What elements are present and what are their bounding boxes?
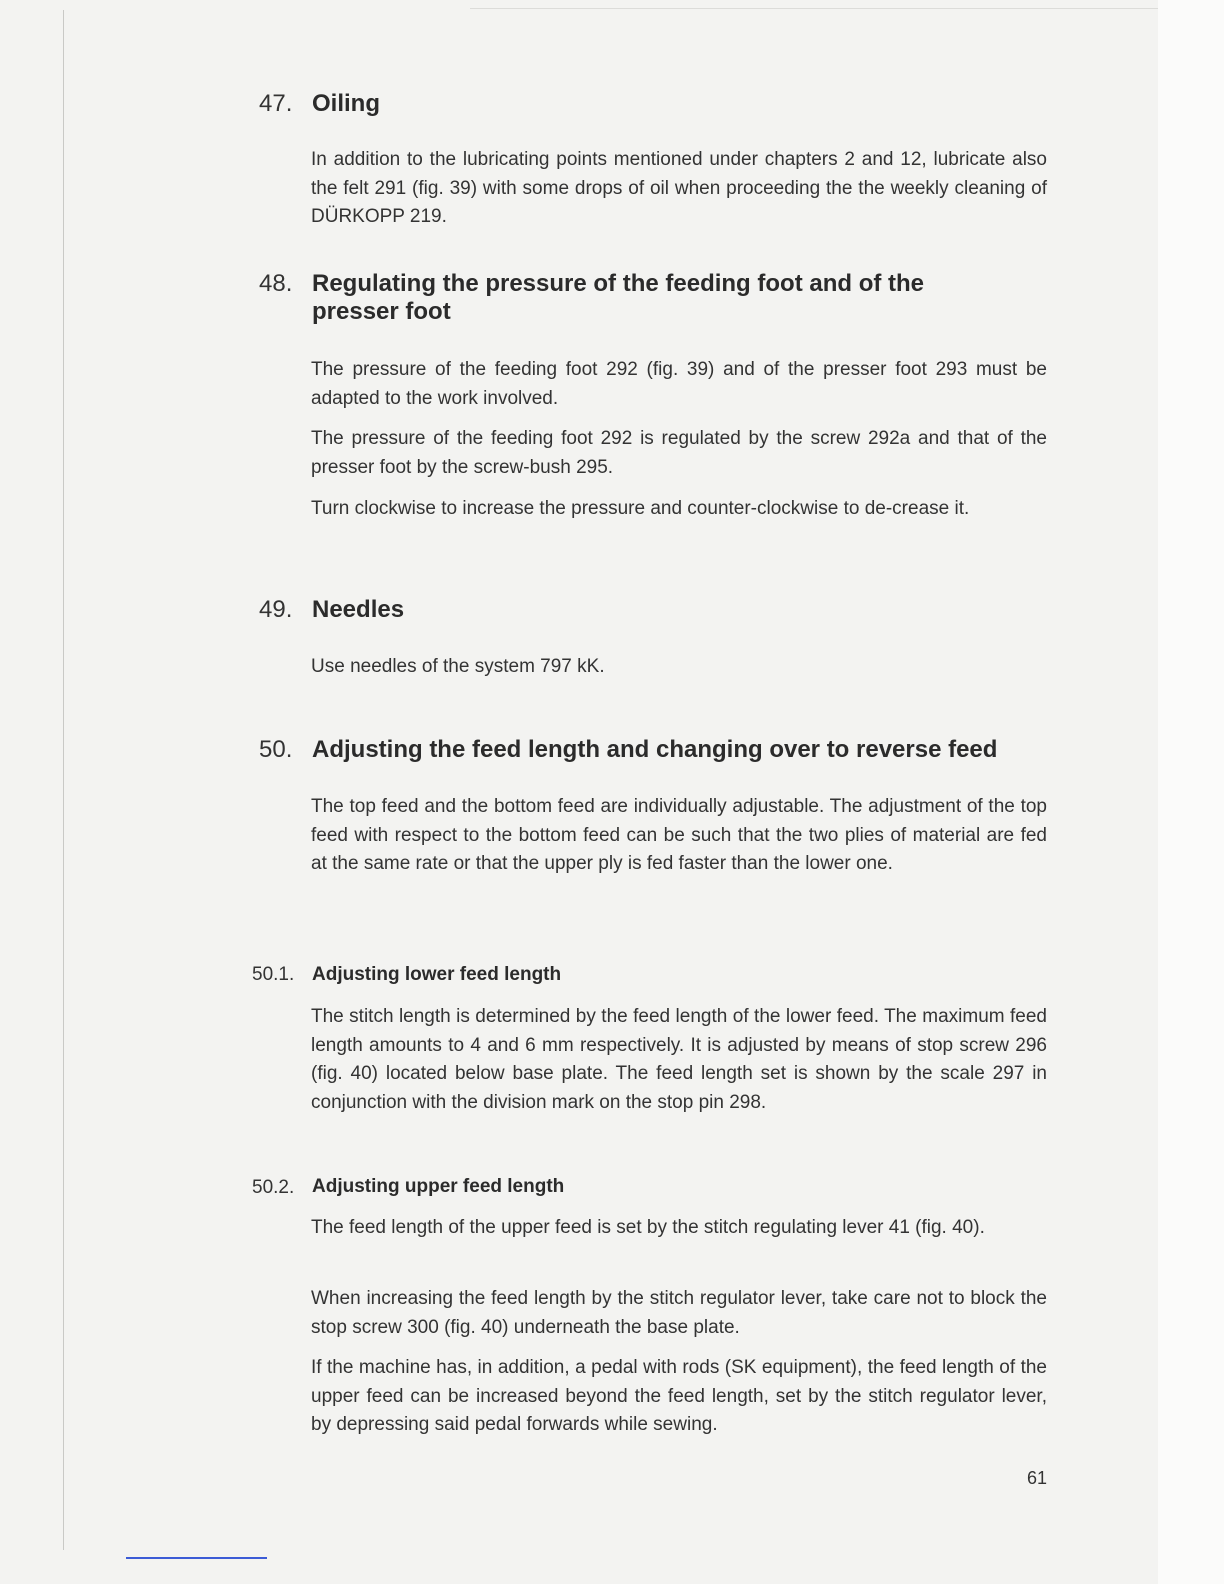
- subsection-number: 50.2.: [252, 1177, 295, 1198]
- section-title: Adjusting the feed length and changing over to reverse feed: [312, 736, 998, 763]
- paragraph: The stitch length is determined by the feed length of the lower feed. The maximum feed length amounts to 4 and 6 mm respectively. It is adjusted by means of stop screw 296 (fig. 40) located below base plate. The feed length set is shown by the scale 297 in conjunction with the division mark on the stop pin 298.: [311, 1006, 1047, 1113]
- section-title: Needles: [312, 596, 405, 623]
- paragraph: The feed length of the upper feed is set by the stitch regulating lever 41 (fig. 40).: [311, 1217, 985, 1238]
- paragraph: If the machine has, in addition, a pedal with rods (SK equipment), the feed length of the upper feed can be increased beyond the feed length, set by the stitch regulator lever, by depressing said pedal forwards while sewing.: [311, 1357, 1047, 1435]
- page-number: 61: [1027, 1468, 1048, 1488]
- section-title: Oiling: [312, 90, 380, 117]
- section-title-line-1: Regulating the pressure of the feeding foot and of the: [312, 270, 925, 297]
- subsection-title: Adjusting lower feed length: [312, 964, 562, 985]
- scan-margin-line: [63, 10, 64, 1550]
- section-title-line-2: presser foot: [312, 298, 451, 325]
- paragraph: When increasing the feed length by the stitch regulator lever, take care not to block the stop screw 300 (fig. 40) underneath the base plate.: [311, 1288, 1047, 1338]
- paragraph: The pressure of the feeding foot 292 is regulated by the screw 292a and that of the presser foot by the screw-bush 295.: [311, 428, 1047, 478]
- section-number: 47.: [259, 90, 293, 117]
- scan-top-line: [470, 8, 1158, 9]
- bottom-link-underline[interactable]: [126, 1557, 267, 1559]
- paragraph: Turn clockwise to increase the pressure and counter-clockwise to de-crease it.: [311, 498, 970, 519]
- paragraph: Use needles of the system 797 kK.: [311, 656, 605, 677]
- paragraph: The top feed and the bottom feed are individually adjustable. The adjustment of the top feed with respect to the bottom feed can be such that the two plies of material are fed at the same rate or that the upper ply is fed faster than the lower one.: [311, 796, 1047, 874]
- subsection-title: Adjusting upper feed length: [312, 1176, 565, 1197]
- paragraph: The pressure of the feeding foot 292 (fig. 39) and of the presser foot 293 must be adapted to the work involved.: [311, 359, 1047, 409]
- subsection-number: 50.1.: [252, 964, 295, 985]
- section-number: 49.: [259, 596, 293, 623]
- section-number: 50.: [259, 736, 293, 763]
- paragraph: In addition to the lubricating points mentioned under chapters 2 and 12, lubricate also the felt 291 (fig. 39) with some drops of oil when proceeding the the weekly cleaning of DÜRKOPP 219.: [311, 149, 1047, 227]
- section-number: 48.: [259, 270, 293, 297]
- scan-right-edge: [1158, 0, 1224, 1584]
